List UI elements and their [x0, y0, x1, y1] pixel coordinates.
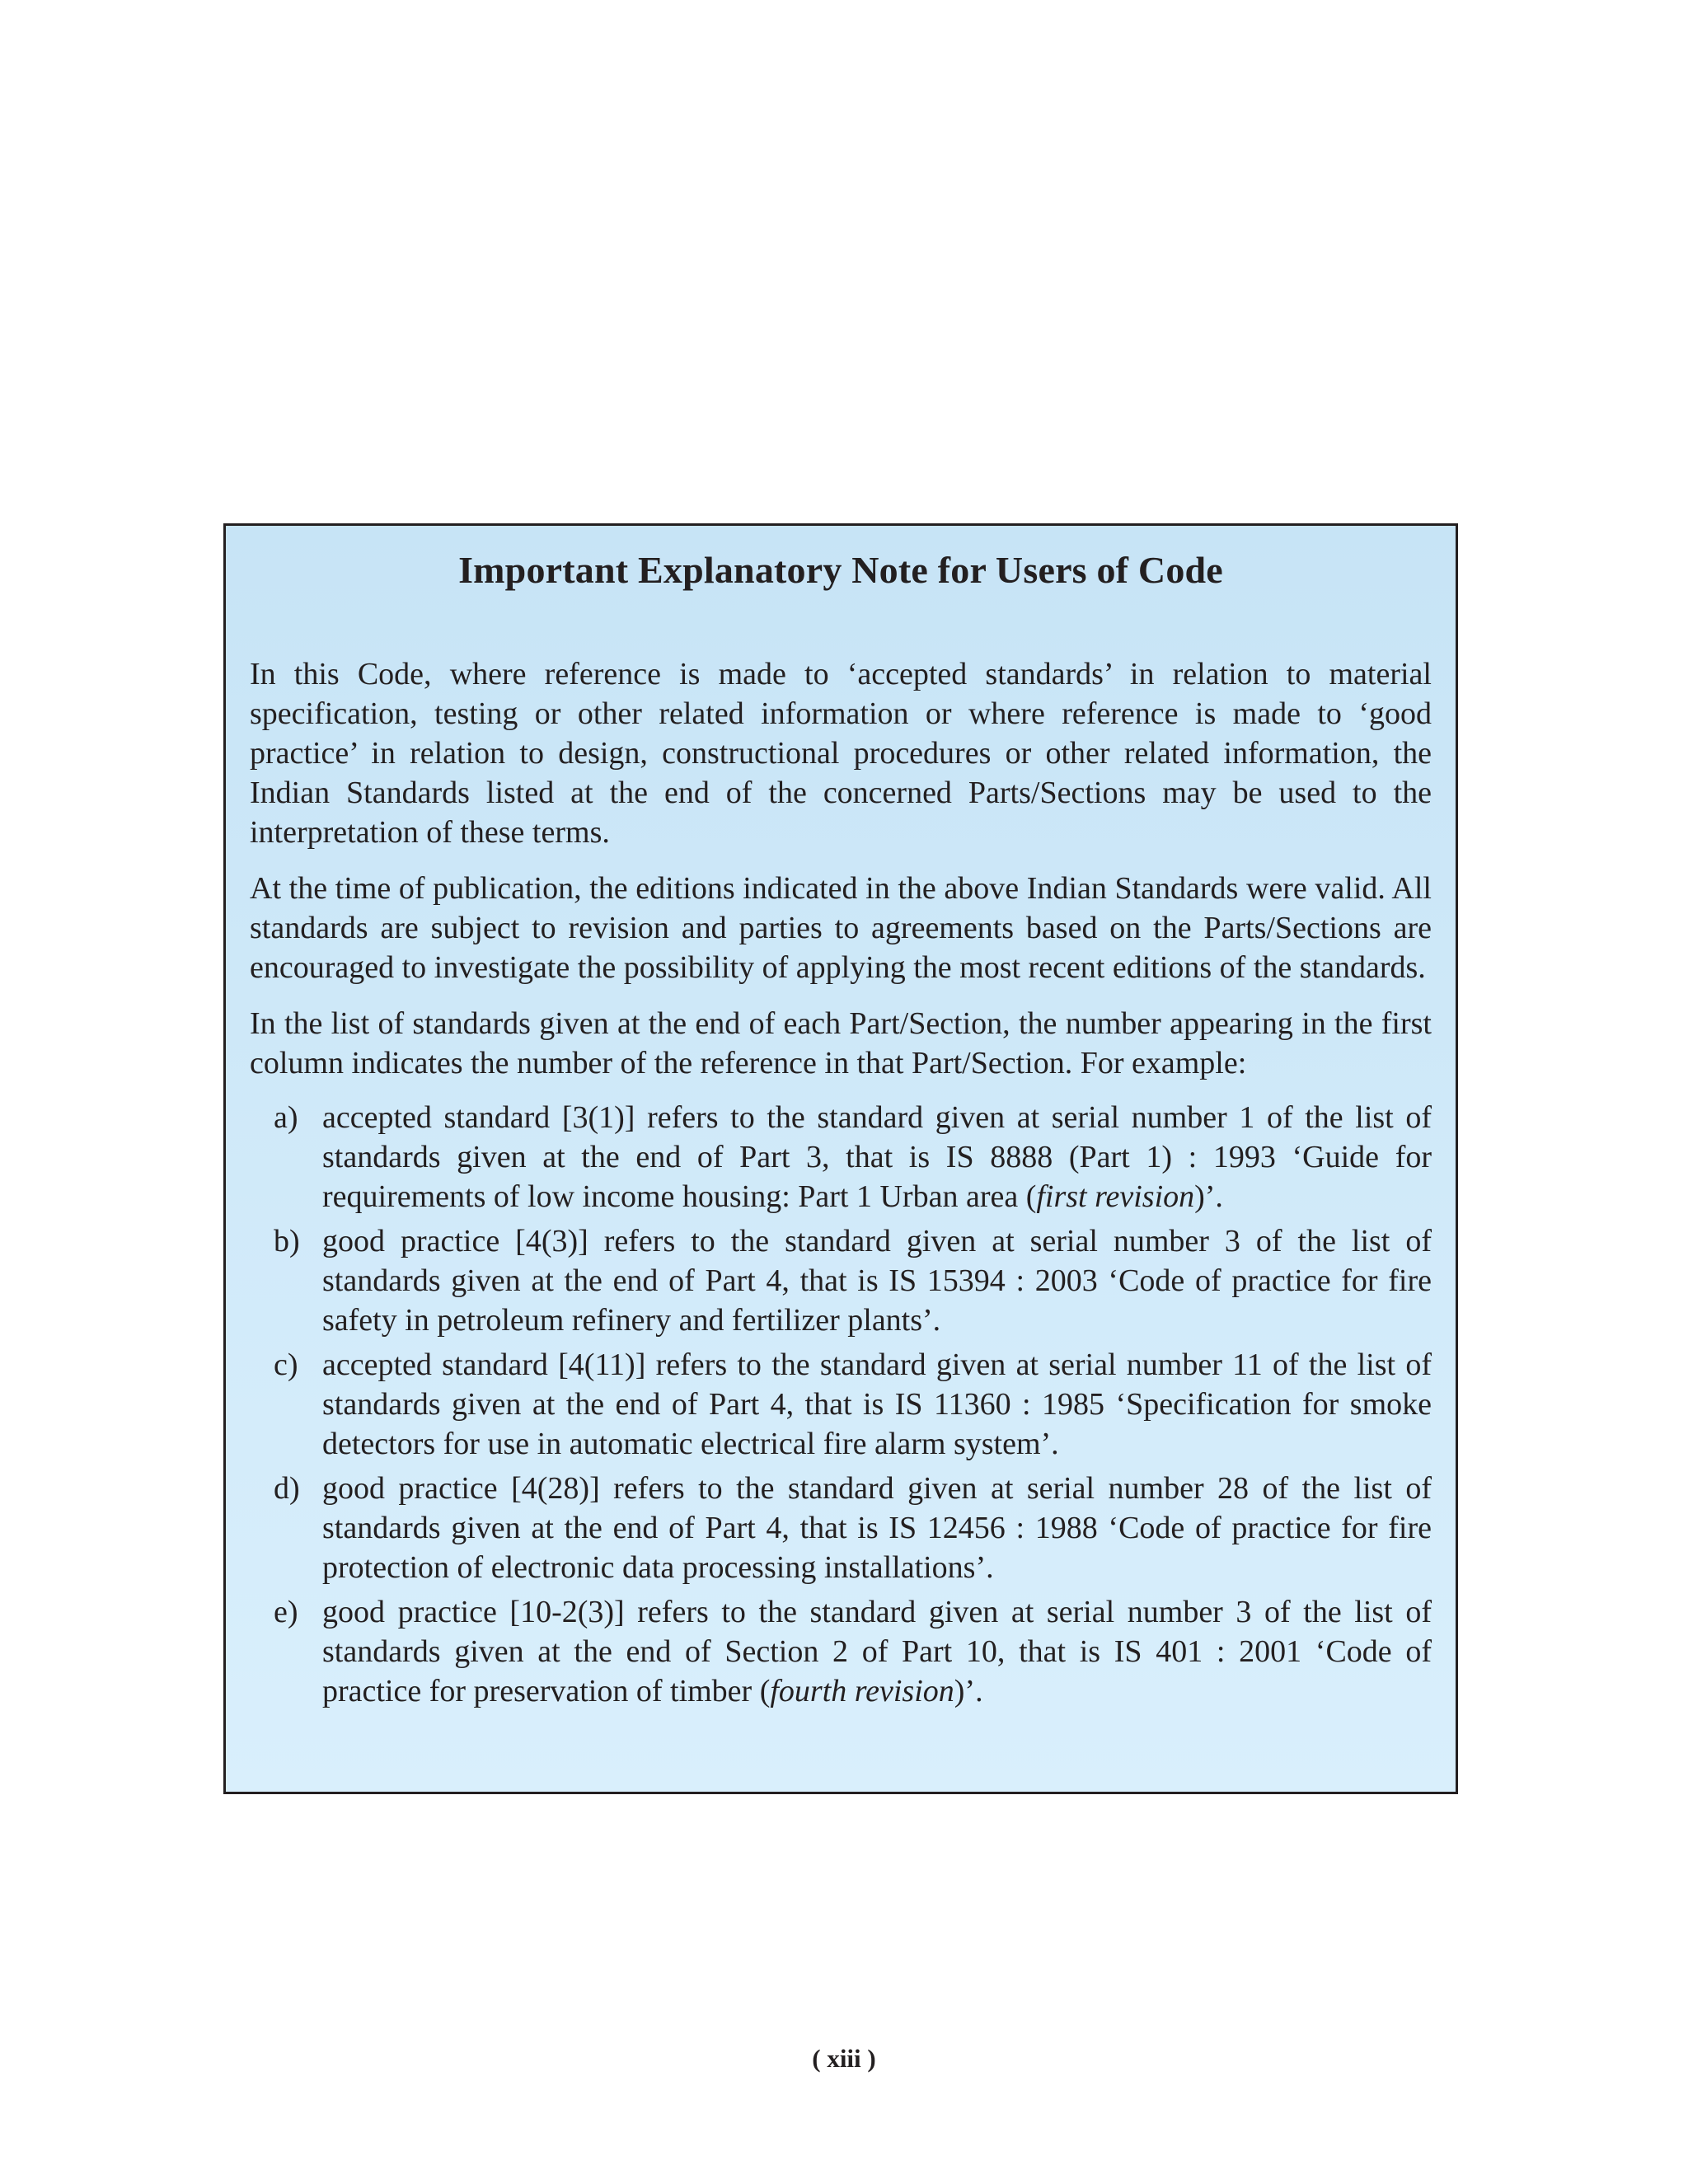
list-item-text: accepted standard [3(1)] refers to the standard given at serial number 1 of the list of standards given at the end of Part 3, that is IS 8888 (Part 1) : 1993 ‘Guide for requirements of low income housing: Part 1 Urban area (first revision)’.: [322, 1100, 1432, 1214]
explanatory-note-box: [223, 523, 1458, 1794]
note-paragraph-2: At the time of publication, the editions indicated in the above Indian Standards were valid. All standards are subject to revision and parties to agreements based on the Parts/Sections are encouraged to investigate the possibility of applying the most recent editions of the standards.: [250, 871, 1432, 985]
italic-term: fourth revision: [770, 1674, 954, 1708]
list-item-letter: d): [274, 1471, 300, 1506]
italic-term: first revision: [1036, 1179, 1195, 1214]
list-item-letter: a): [274, 1100, 298, 1135]
list-item-letter: e): [274, 1595, 298, 1629]
list-item-letter: c): [274, 1347, 298, 1382]
page-number: ( xiii ): [812, 2044, 876, 2073]
list-item: [250, 1345, 1432, 1464]
list-item-text: good practice [10-2(3)] refers to the standard given at serial number 3 of the list of standards given at the end of Section 2 of Part 10, that is IS 401 : 2001 ‘Code of practice for preservation of timber (fourth revision)’.: [322, 1595, 1432, 1708]
note-paragraph-1: In this Code, where reference is made to ‘accepted standards’ in relation to material specification, testing or other related information or where reference is made to ‘good practice’ in relation to design, constructional procedures or other related information, the Indian Standards listed at the end of the concerned Parts/Sections may be used to the interpretation of these terms.: [250, 657, 1432, 850]
list-item: [250, 1469, 1432, 1587]
list-item: [250, 1592, 1432, 1711]
list-item: [250, 1098, 1432, 1216]
list-item: [250, 1221, 1432, 1340]
examples-list: [250, 1098, 1432, 1711]
note-title: Important Explanatory Note for Users of Code: [458, 549, 1223, 591]
note-paragraph-3: In the list of standards given at the end of each Part/Section, the number appearing in the first column indicates the number of the reference in that Part/Section. For example:: [250, 1006, 1432, 1080]
list-item-text: good practice [4(28)] refers to the standard given at serial number 28 of the list of standards given at the end of Part 4, that is IS 12456 : 1988 ‘Code of practice for fire protection of electronic data processing installations’.: [322, 1471, 1432, 1585]
list-item-text: accepted standard [4(11)] refers to the standard given at serial number 11 of the list of standards given at the end of Part 4, that is IS 11360 : 1985 ‘Specification for smoke detectors for use in automatic electrical fire alarm system’.: [322, 1347, 1432, 1461]
list-item-text: good practice [4(3)] refers to the standard given at serial number 3 of the list of standards given at the end of Part 4, that is IS 15394 : 2003 ‘Code of practice for fire safety in petroleum refinery and fertilizer plants’.: [322, 1224, 1432, 1338]
list-item-letter: b): [274, 1224, 300, 1258]
